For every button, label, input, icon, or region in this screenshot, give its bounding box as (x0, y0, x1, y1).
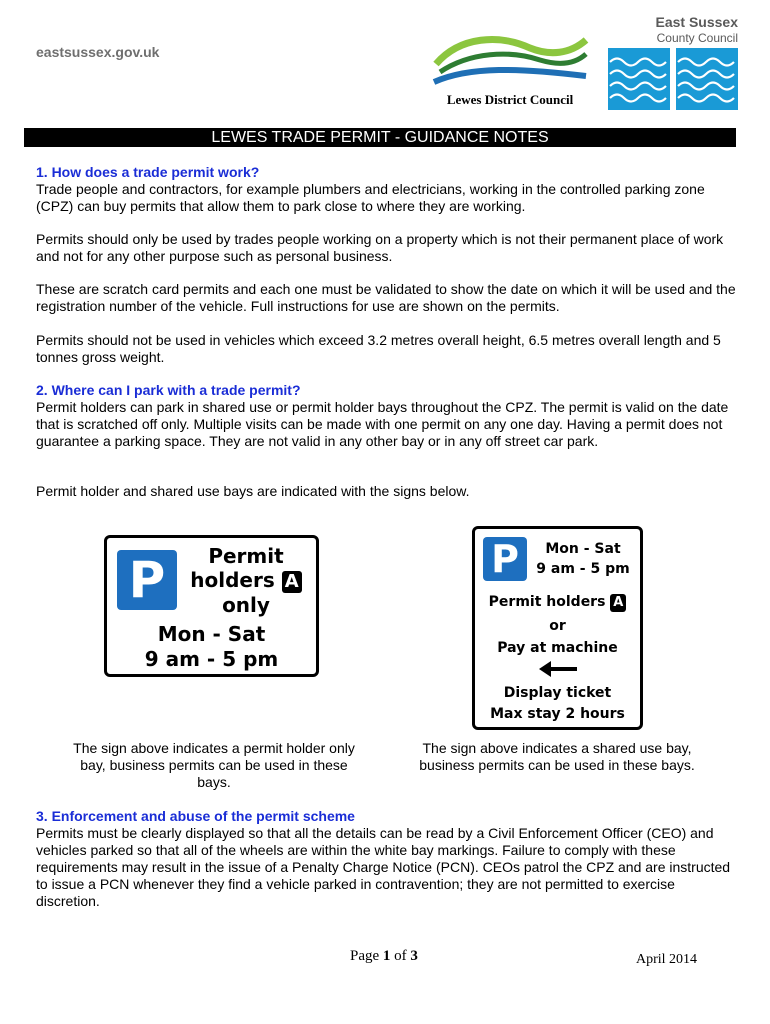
section3-heading: 3. Enforcement and abuse of the permit scheme (36, 808, 355, 824)
sign-left-time-text (107, 622, 316, 672)
of-word: of (390, 948, 411, 964)
zone-a-badge: A (282, 571, 302, 593)
escc-name-line2: County Council (656, 31, 738, 45)
sign-left-caption: The sign above indicates a permit holder only bay, business permits can be used in these bays. (73, 740, 355, 790)
site-url: eastsussex.gov.uk (36, 44, 160, 60)
sign-right-max-stay: Max stay 2 hours (490, 706, 625, 722)
shared-use-sign (472, 526, 643, 730)
section3-paragraph: Permits must be clearly displayed so that all the details can be read by a Civil Enforcement Officer (CEO) and vehicles parked so that all of the wheels are within the white bay markings. Failure to comply with these requirements may result in the issue of a Penalty Charge Notice (PCN). CEOs patrol the CPZ and are instructed to issue a PCN whenever they find a vehicle parked in contravention; they are not permitted to exercise discretion. (36, 825, 731, 909)
escc-waves-icon (608, 48, 738, 110)
section2-paragraph-1: Permit holders can park in shared use or permit holder bays throughout the CPZ. The permit is valid on the date that is scratched off only. Multiple visits can be made with one permit on any one day. Having a permit does not guarantee a parking space. They are not valid in any other bay or in any off street car park. (36, 399, 729, 449)
sign-right-display: Display ticket (503, 685, 612, 701)
sign-right-time-text (531, 539, 635, 579)
zone-a-badge: A (610, 594, 626, 612)
left-arrow-icon (539, 659, 579, 679)
section2-heading: 2. Where can I park with a trade permit? (36, 382, 301, 398)
section1-paragraph-4: Permits should not be used in vehicles which exceed 3.2 metres overall height, 6.5 metres overall length and 5 tonnes gross weight. (36, 332, 721, 365)
sign-right-bottom-text (475, 683, 640, 725)
page-word: Page (350, 948, 383, 964)
ldc-swoosh-icon (430, 30, 590, 90)
sign-left-holders-row (181, 568, 311, 593)
section1-paragraph-1: Trade people and contractors, for example plumbers and electricians, working in the controlled parking zone (CPZ) can buy permits that allow them to park close to where they are working. (36, 181, 705, 214)
document-date: April 2014 (636, 952, 698, 967)
sign-right-hours: 9 am - 5 pm (536, 561, 630, 577)
page-total: 3 (410, 948, 418, 964)
escc-name-line1: East Sussex (655, 14, 738, 30)
page-title: LEWES TRADE PERMIT - GUIDANCE NOTES (24, 128, 736, 147)
sign-right-pay: Pay at machine (497, 640, 618, 656)
page-number (350, 948, 418, 965)
permit-holders-sign (104, 535, 319, 677)
lewes-district-council-logo (430, 30, 590, 108)
parking-p-icon: P (483, 537, 527, 581)
sign-right-permit-row (475, 591, 640, 613)
sign-right-days: Mon - Sat (545, 541, 621, 557)
section2-paragraph-2: Permit holder and shared use bays are indicated with the signs below. (36, 483, 470, 499)
sign-left-line2: holders (190, 568, 275, 592)
section1-heading: 1. How does a trade permit work? (36, 164, 260, 180)
parking-p-icon: P (117, 550, 177, 610)
sign-left-days: Mon - Sat (157, 622, 266, 646)
sign-right-permit-holders: Permit holders (488, 594, 606, 610)
sign-left-permit-text (181, 544, 311, 617)
section1-paragraph-3: These are scratch card permits and each one must be validated to show the date on which it will be used and the registration number of the vehicle. Full instructions for use are shown on the permits. (36, 281, 736, 314)
section1-paragraph-2: Permits should only be used by trades people working on a property which is not their permanent place of work and not for any other purpose such as personal business. (36, 231, 724, 264)
sign-left-hours: 9 am - 5 pm (144, 647, 279, 671)
sign-left-line3: only (222, 593, 270, 617)
sign-right-or: or (549, 618, 566, 634)
east-sussex-county-council-logo (608, 14, 738, 110)
ldc-name: Lewes District Council (446, 92, 574, 107)
page-current: 1 (382, 948, 391, 964)
sign-left-line1: Permit (208, 544, 284, 568)
sign-right-caption: The sign above indicates a shared use bay, business permits can be used in these bays. (419, 740, 695, 773)
